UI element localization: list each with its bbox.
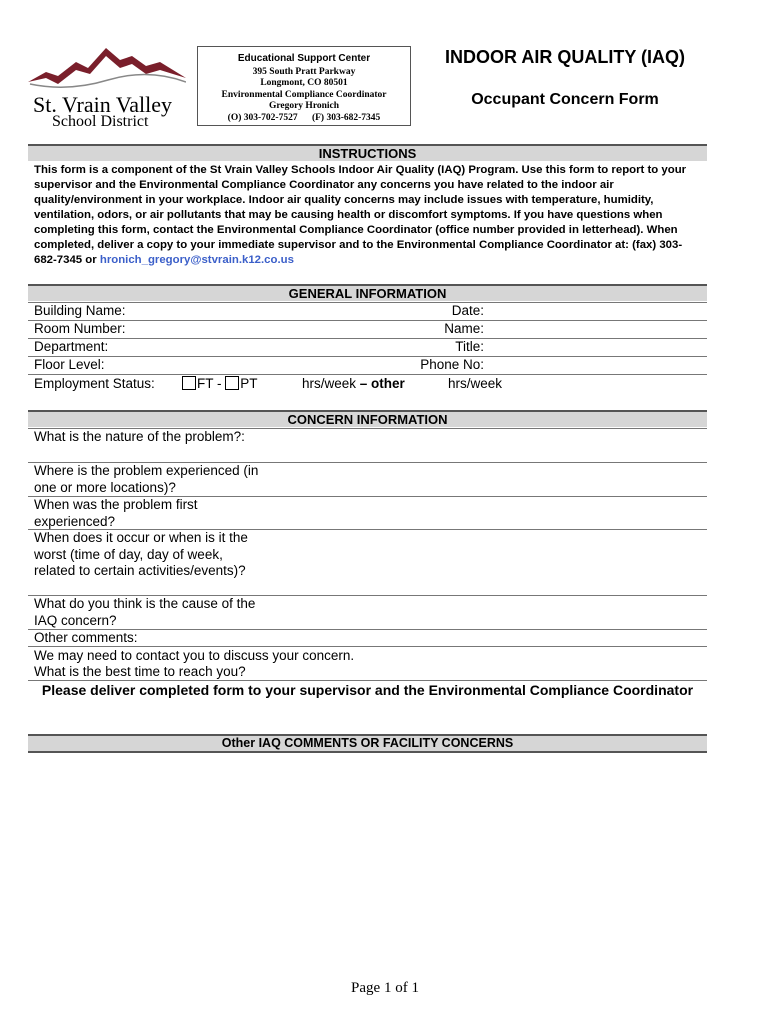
title-label: Title: <box>455 339 484 354</box>
phone-label: Phone No: <box>420 357 484 372</box>
address-line2: Longmont, CO 80501 <box>260 78 348 88</box>
question-location: Where is the problem experienced (in one or more locations)? <box>34 463 259 495</box>
page-number: Page 1 of 1 <box>351 980 419 996</box>
hrs-week-label-2: hrs/week <box>448 376 503 391</box>
building-name-label: Building Name: <box>34 303 126 318</box>
divider <box>28 680 707 681</box>
department-label: Department: <box>34 339 109 354</box>
ft-checkbox[interactable] <box>182 376 196 390</box>
question-nature: What is the nature of the problem?: <box>34 429 245 444</box>
address-line1: 395 South Pratt Parkway <box>252 66 356 77</box>
page-title: INDOOR AIR QUALITY (IAQ) <box>445 47 685 67</box>
divider <box>28 320 707 321</box>
ft-label: FT - <box>197 376 226 391</box>
question-when-worst: When does it occur or when is it the worst (time of day, day of week, related to certain activities/events)? <box>34 530 248 578</box>
contact-line2: What is the best time to reach you? <box>34 664 246 679</box>
divider <box>28 646 707 647</box>
logo-name-line1: St. Vrain Valley <box>33 92 173 117</box>
page-subtitle: Occupant Concern Form <box>471 91 659 108</box>
general-info-heading: GENERAL INFORMATION <box>28 286 707 301</box>
date-label: Date: <box>451 303 484 318</box>
contact-phones <box>198 113 410 125</box>
coordinator-name: Gregory Hronich <box>268 101 340 111</box>
contact-line1: We may need to contact you to discuss your concern. <box>34 648 355 663</box>
pt-label: PT <box>240 376 258 391</box>
other-comments-heading: Other IAQ COMMENTS OR FACILITY CONCERNS <box>28 736 707 751</box>
fax-number: (F) 303-682-7345 <box>311 112 381 123</box>
instructions-body: This form is a component of the St Vrain Valley Schools Indoor Air Quality (IAQ) Program. Use this form to report to your supervisor and the Environmental Compliance Coordinator any concerns you have related to the indoor air quality/environment in your workplace. Indoor air quality concerns may include issues with temperature, humidity, ventilation, odors, or air pollutants that may be causing health or discomfort symptoms. If you have questions when completing this form, contact the Environmental Compliance Coordinator (office number provided in letterhead). When completed, deliver a copy to your immediate supervisor and to the Environmental Compliance Coordinator at: (fax) 303-682-7345 or <box>34 164 687 266</box>
instructions-heading: INSTRUCTIONS <box>28 146 707 161</box>
letterhead-box <box>197 46 411 126</box>
room-number-label: Room Number: <box>34 321 126 336</box>
divider <box>28 338 707 339</box>
divider <box>28 751 707 753</box>
question-cause: What do you think is the cause of the IAQ concern? <box>34 596 256 628</box>
divider <box>28 302 707 303</box>
instructions-text <box>34 163 704 268</box>
divider <box>28 356 707 357</box>
ft-option[interactable] <box>182 375 258 393</box>
hrs-week-label-1: hrs/week <box>302 376 360 391</box>
question-other-comments: Other comments: <box>34 630 138 645</box>
other-label: – other <box>359 376 405 391</box>
org-name: Educational Support Center <box>237 53 371 64</box>
employment-status-label: Employment Status: <box>34 376 155 391</box>
coordinator-role: Environmental Compliance Coordinator <box>221 89 387 100</box>
closing-note: Please deliver completed form to your supervisor and the Environmental Compliance Coordinator <box>41 682 694 698</box>
question-first-experienced: When was the problem first experienced? <box>34 497 198 529</box>
floor-level-label: Floor Level: <box>34 357 105 372</box>
logo-name-line2: School District <box>52 113 149 130</box>
hours-other-label <box>302 375 405 393</box>
office-phone: (O) 303-702-7527 <box>227 112 298 123</box>
name-label: Name: <box>444 321 484 336</box>
pt-checkbox[interactable] <box>225 376 239 390</box>
concern-info-heading: CONCERN INFORMATION <box>28 412 707 427</box>
coordinator-email-link[interactable]: hronich_gregory@stvrain.k12.co.us <box>99 254 294 266</box>
